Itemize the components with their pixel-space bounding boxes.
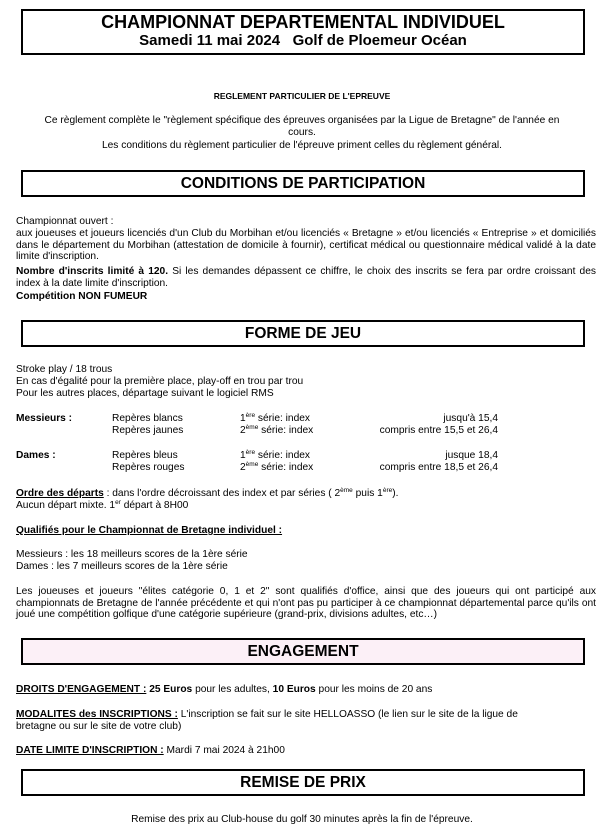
- order-text: : dans l'ordre décroissant des index et par séries ( 2: [103, 488, 341, 499]
- elite-paragraph: Les joueuses et joueurs "élites catégorie 0, 1 et 2" sont qualifiés d'office, ainsi que des joueurs qui ont participé aux championnats de Bretagne de l'année précédente et qui n'ont pas pu participer à ce championnat départemental parce qu'ils ont joué une compétition golfique d'une catégorie supérieure (grand-prix, divisions adultes, etc…): [16, 586, 596, 621]
- order-label: Ordre des départs: [16, 488, 104, 499]
- date-limit-line: [16, 745, 285, 757]
- modalites-label: MODALITES des INSCRIPTIONS :: [16, 709, 178, 720]
- modalites-text-1: L'inscription se fait sur le site HELLOASSO (le lien sur le site de la ligue de: [177, 709, 518, 720]
- women-serie-2-text: série: index: [258, 462, 314, 473]
- droits-amount-adults: 25 Euros: [149, 684, 193, 695]
- women-serie-1: [240, 450, 310, 462]
- date-limit-value: Mardi 7 mai 2024 à 21h00: [163, 745, 285, 756]
- women-serie-1-sup: ère: [245, 449, 256, 456]
- qualified-men: Messieurs : les 18 meilleurs scores de la 1ère série: [16, 549, 248, 560]
- droits-amount-youth: 10 Euros: [272, 684, 316, 695]
- document-subtitle: Samedi 11 mai 2024 Golf de Ploemeur Océan: [139, 32, 467, 49]
- men-serie-1-number: 1: [240, 413, 246, 424]
- qualified-women: Dames : les 7 meilleurs scores de la 1ère série: [16, 561, 228, 572]
- order-sup-2: ère: [382, 487, 393, 494]
- women-serie-2-number: 2: [240, 462, 246, 473]
- forme-line-2: En cas d'égalité pour la première place, play-off en trou par trou: [16, 376, 304, 387]
- order-line: [16, 488, 398, 500]
- reglement-heading: REGLEMENT PARTICULIER DE L'EPREUVE: [213, 91, 391, 101]
- reglement-line-1: Ce règlement complète le "règlement spécifique des épreuves organisées par la Ligue de Bretagne" de l'année en: [44, 115, 560, 126]
- women-label: Dames :: [16, 450, 56, 461]
- section-remise-title: REMISE DE PRIX: [240, 774, 366, 791]
- mixed-start-line: [16, 500, 188, 512]
- section-engagement-title: ENGAGEMENT: [247, 643, 359, 660]
- conditions-limit-bold: Nombre d'inscrits limité à 120.: [16, 266, 169, 277]
- date-limit-label: DATE LIMITE D'INSCRIPTION :: [16, 745, 164, 756]
- women-serie-1-text: série: index: [255, 450, 311, 461]
- mixed-b: départ à 8H00: [120, 500, 189, 511]
- men-serie-1-sup: ère: [245, 412, 256, 419]
- droits-text-1: pour les adultes,: [192, 684, 273, 695]
- reglement-line-3: Les conditions du règlement particulier de l'épreuve priment celles du règlement général.: [101, 140, 503, 151]
- men-serie-2-number: 2: [240, 425, 246, 436]
- droits-label: DROITS D'ENGAGEMENT :: [16, 684, 147, 695]
- order-sup-1: ème: [340, 487, 353, 494]
- section-forme-de-jeu: [21, 320, 585, 347]
- women-range-1: jusque 18,4: [445, 450, 498, 461]
- forme-line-3: Pour les autres places, départage suivant le logiciel RMS: [16, 388, 274, 399]
- droits-text-2: pour les moins de 20 ans: [315, 684, 433, 695]
- men-tee-2: Repères jaunes: [112, 425, 184, 436]
- mixed-sup: er: [115, 499, 121, 506]
- conditions-limit: [16, 266, 596, 289]
- qualified-title: Qualifiés pour le Championnat de Bretagne individuel :: [16, 525, 283, 536]
- section-remise-de-prix: [21, 769, 585, 796]
- conditions-nonsmoker: Compétition NON FUMEUR: [16, 291, 148, 302]
- section-conditions: [21, 170, 585, 197]
- section-conditions-title: CONDITIONS DE PARTICIPATION: [180, 175, 426, 192]
- men-tee-1: Repères blancs: [112, 413, 183, 424]
- women-tee-2: Repères rouges: [112, 462, 185, 473]
- conditions-eligibility: aux joueuses et joueurs licenciés d'un Club du Morbihan et/ou licenciés « Bretagne » et/ou licenciés « Entreprise » et domiciliés dans le département du Morbihan (attestation de domicile à fournir), certificat médical ou questionnaire médical validé à la date limite d'inscription.: [16, 228, 596, 263]
- reglement-line-2: cours.: [288, 127, 316, 138]
- women-range-2: compris entre 18,5 et 26,4: [379, 462, 498, 473]
- conditions-open: Championnat ouvert :: [16, 216, 114, 227]
- women-serie-2-sup: ème: [245, 461, 259, 468]
- men-serie-1-text: série: index: [255, 413, 311, 424]
- document-header: [21, 9, 585, 55]
- men-label: Messieurs :: [16, 413, 73, 424]
- modalites-line-1: [16, 709, 518, 721]
- men-serie-2: [240, 425, 313, 437]
- section-forme-title: FORME DE JEU: [244, 325, 362, 342]
- remise-text: Remise des prix au Club-house du golf 30 minutes après la fin de l'épreuve.: [131, 814, 473, 825]
- order-end: ).: [392, 488, 399, 499]
- section-engagement: [21, 638, 585, 665]
- conditions-limit-rest: Si les demandes dépassent ce chiffre, le choix des inscrits se fera par ordre croissant des index à la date limite d'inscription.: [16, 266, 596, 289]
- men-range-1: jusqu'à 15,4: [443, 413, 498, 424]
- men-serie-1: [240, 413, 310, 425]
- women-serie-1-number: 1: [240, 450, 246, 461]
- order-mid: puis 1: [352, 488, 383, 499]
- document-title: CHAMPIONNAT DEPARTEMENTAL INDIVIDUEL: [101, 12, 505, 32]
- forme-line-1: Stroke play / 18 trous: [16, 364, 113, 375]
- droits-line: [16, 684, 432, 696]
- men-serie-2-text: série: index: [258, 425, 314, 436]
- men-serie-2-sup: ème: [245, 424, 259, 431]
- women-serie-2: [240, 462, 313, 474]
- modalites-line-2: bretagne ou sur le site de votre club): [16, 721, 182, 732]
- men-range-2: compris entre 15,5 et 26,4: [379, 425, 498, 436]
- mixed-a: Aucun départ mixte. 1: [16, 500, 116, 511]
- women-tee-1: Repères bleus: [112, 450, 178, 461]
